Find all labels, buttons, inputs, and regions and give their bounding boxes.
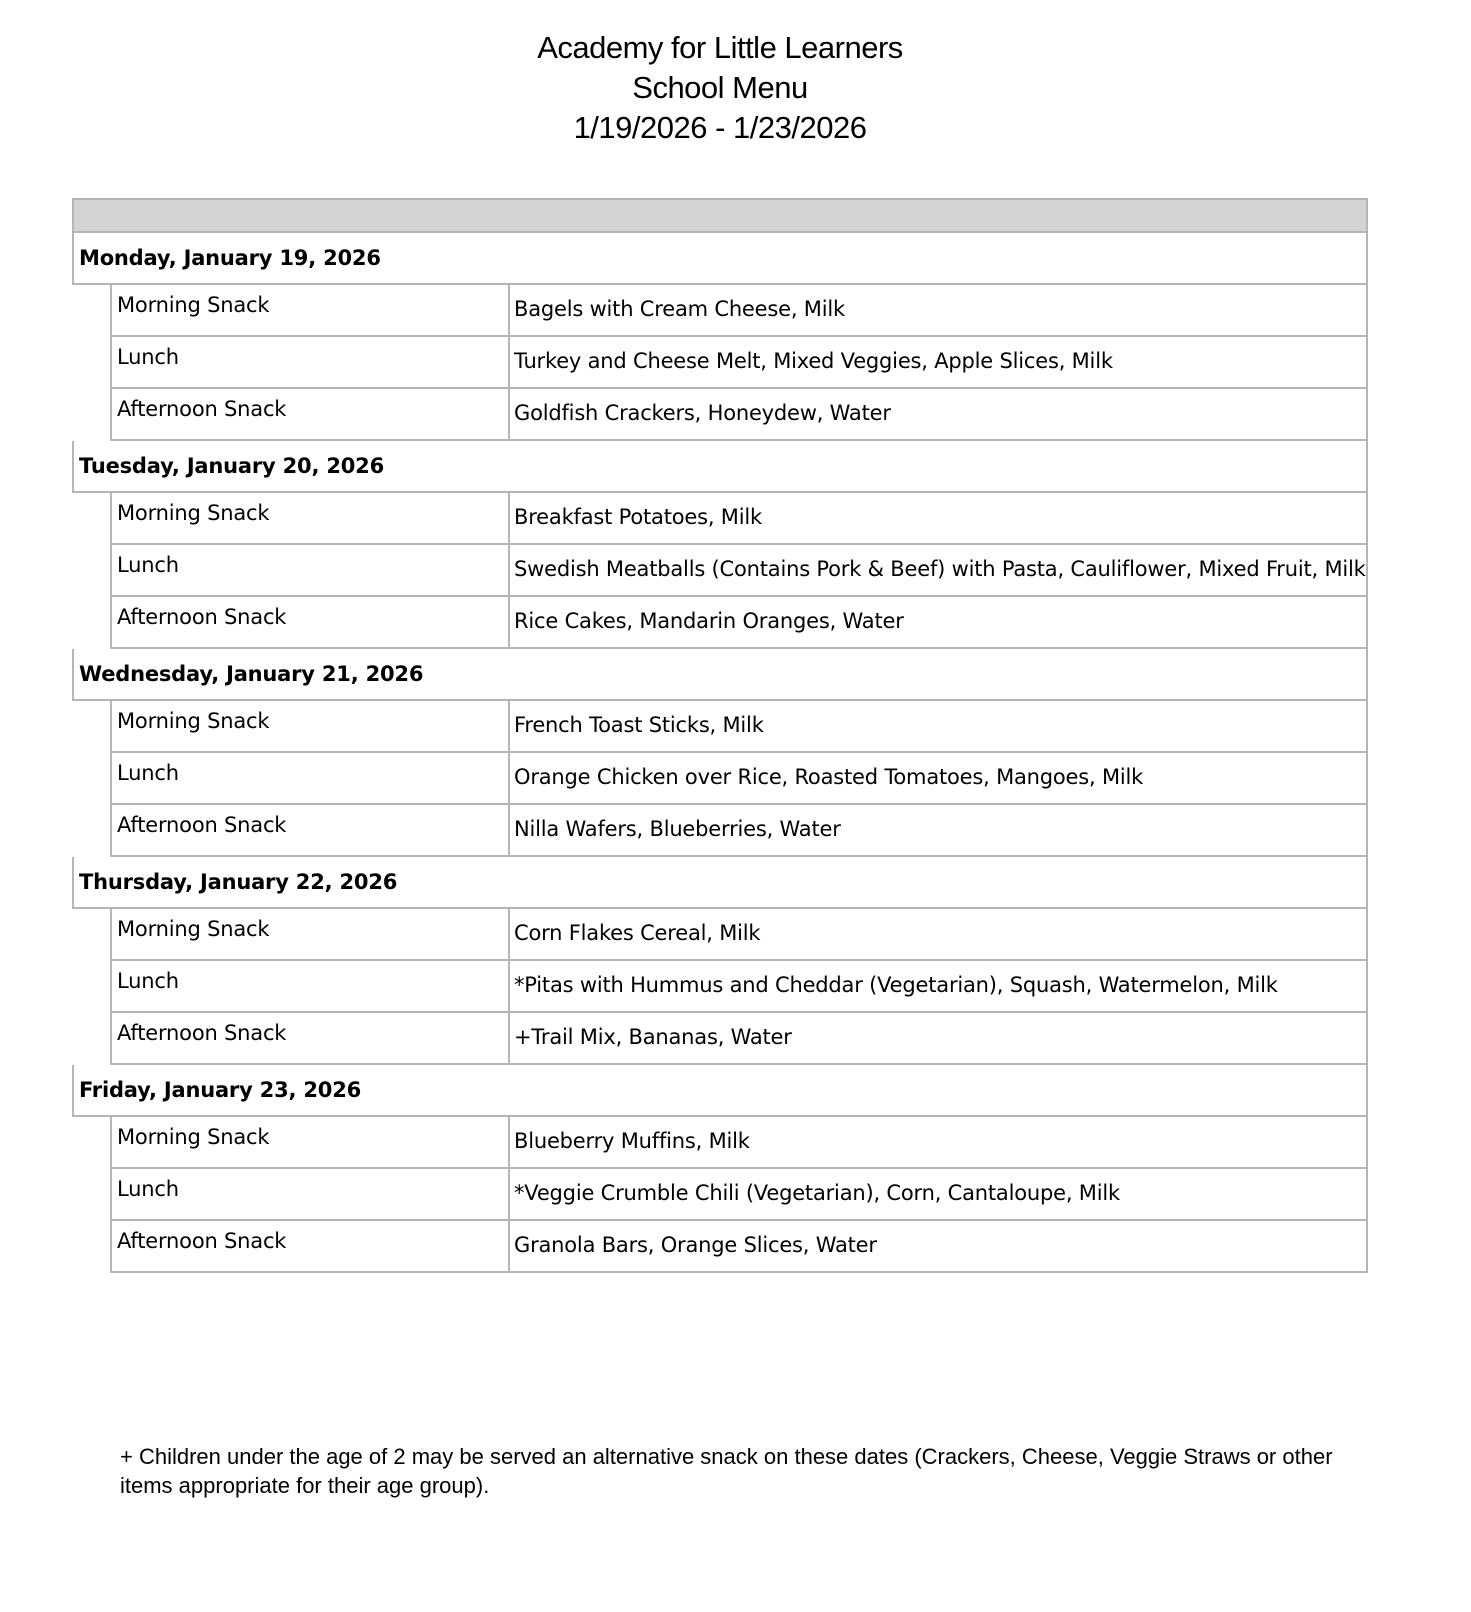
meal-items: Breakfast Potatoes, Milk (514, 505, 762, 529)
meal-row (110, 1117, 1368, 1169)
meal-name: Lunch (112, 337, 510, 387)
meal-items: Granola Bars, Orange Slices, Water (514, 1233, 877, 1257)
meal-items: French Toast Sticks, Milk (514, 713, 764, 737)
meal-items: Orange Chicken over Rice, Roasted Tomatoes, Mangoes, Milk (514, 765, 1144, 789)
meal-name: Afternoon Snack (112, 389, 510, 439)
meal-row (110, 389, 1368, 441)
meal-row (110, 909, 1368, 961)
table-header-bar (72, 198, 1368, 233)
meal-name: Morning Snack (112, 285, 510, 335)
meal-items: *Pitas with Hummus and Cheddar (Vegetarian), Squash, Watermelon, Milk (514, 973, 1278, 997)
meal-name: Afternoon Snack (112, 1221, 510, 1271)
meal-name: Morning Snack (112, 1117, 510, 1167)
menu-heading: School Menu (632, 70, 808, 105)
meal-row (110, 545, 1368, 597)
document-title (0, 28, 1440, 148)
meal-name: Afternoon Snack (112, 1013, 510, 1063)
meal-row (110, 961, 1368, 1013)
meal-row (110, 1221, 1368, 1273)
meal-row (110, 1169, 1368, 1221)
day-header-tuesday: Tuesday, January 20, 2026 (72, 441, 1368, 493)
menu-table (72, 198, 1368, 1273)
meal-name: Afternoon Snack (112, 597, 510, 647)
meal-row (110, 493, 1368, 545)
meal-name: Lunch (112, 1169, 510, 1219)
meal-items: Goldfish Crackers, Honeydew, Water (514, 401, 891, 425)
meal-name: Lunch (112, 545, 510, 595)
meal-name: Morning Snack (112, 909, 510, 959)
meal-row (110, 285, 1368, 337)
meal-row (110, 337, 1368, 389)
date-range: 1/19/2026 - 1/23/2026 (573, 110, 867, 145)
meal-items: Rice Cakes, Mandarin Oranges, Water (514, 609, 904, 633)
day-header-friday: Friday, January 23, 2026 (72, 1065, 1368, 1117)
meal-name: Afternoon Snack (112, 805, 510, 855)
meal-items: *Veggie Crumble Chili (Vegetarian), Corn, Cantaloupe, Milk (514, 1181, 1120, 1205)
meal-name: Morning Snack (112, 493, 510, 543)
meal-items: Turkey and Cheese Melt, Mixed Veggies, Apple Slices, Milk (514, 349, 1113, 373)
meal-items: Bagels with Cream Cheese, Milk (514, 297, 845, 321)
meal-row (110, 597, 1368, 649)
day-header-wednesday: Wednesday, January 21, 2026 (72, 649, 1368, 701)
meal-row (110, 1013, 1368, 1065)
footnote: + Children under the age of 2 may be served an alternative snack on these dates (Crackers, Cheese, Veggie Straws or other items appropriate for their age group). (120, 1444, 1333, 1498)
meal-name: Lunch (112, 961, 510, 1011)
meal-name: Lunch (112, 753, 510, 803)
meal-items: +Trail Mix, Bananas, Water (514, 1025, 792, 1049)
meal-row (110, 701, 1368, 753)
meal-items: Nilla Wafers, Blueberries, Water (514, 817, 841, 841)
day-header-thursday: Thursday, January 22, 2026 (72, 857, 1368, 909)
meal-items: Corn Flakes Cereal, Milk (514, 921, 761, 945)
school-name: Academy for Little Learners (537, 30, 903, 65)
meal-items: Swedish Meatballs (Contains Pork & Beef) with Pasta, Cauliflower, Mixed Fruit, Milk (514, 557, 1366, 581)
meal-row (110, 753, 1368, 805)
day-header-monday: Monday, January 19, 2026 (72, 233, 1368, 285)
meal-row (110, 805, 1368, 857)
meal-name: Morning Snack (112, 701, 510, 751)
meal-items: Blueberry Muffins, Milk (514, 1129, 750, 1153)
